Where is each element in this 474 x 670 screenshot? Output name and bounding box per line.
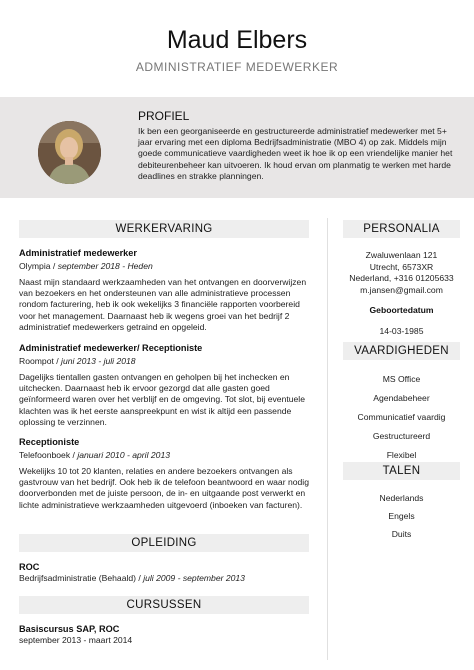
job-period: januari 2010 - april 2013 <box>77 450 170 460</box>
education-entry <box>19 562 314 584</box>
languages-heading: TALEN <box>343 462 460 480</box>
profile-text: Ik ben een georganiseerde en gestructureerde administratief medewerker met 5+ jaar ervaring met een diploma Bedrijfsadministratie (MBO 4) op zak. Middels mijn goede communicatieve vaardigheden weet ik hoe ik op een vriendelijke manier het debiteurenbeheer kan uitvoeren. Ik houd ervan om planmatig te werken met harde deadlines en strakke planningen. <box>138 126 453 181</box>
education-heading: OPLEIDING <box>19 534 309 552</box>
birthdate-value: 14-03-1985 <box>379 325 424 336</box>
course-entry <box>19 624 314 646</box>
job-company: Telefoonboek <box>19 450 71 460</box>
personalia-heading: PERSONALIA <box>343 220 460 238</box>
skills-list <box>343 370 460 465</box>
courses-heading: CURSUSSEN <box>19 596 309 614</box>
address-city: Utrecht, 6573XR <box>369 261 434 272</box>
job-company: Olympia <box>19 261 51 271</box>
personalia-details <box>343 250 460 337</box>
birthdate-label: Geboortedatum <box>369 305 434 315</box>
skill-item: Agendabeheer <box>373 393 430 403</box>
column-divider <box>327 218 328 660</box>
job-description: Naast mijn standaard werkzaamheden van het ontvangen en doorverwijzen van bezoekers en het ondersteunen van alle administratieve processen rondom facturering, heb ik ook wekelijks 3 financiële rapporten voorbereid voor het management. Daarnaast heb ik wegens groei van het bedrijf 2 administratief medewerkers getraind en opgeleid. <box>19 277 307 332</box>
language-item: Duits <box>391 529 412 539</box>
avatar <box>38 121 101 184</box>
email-address: m.jansen@gmail.com <box>360 284 443 295</box>
job-entry <box>19 437 314 511</box>
job-description: Dagelijks tientallen gasten ontvangen en geholpen bij het inchecken en uitchecken. Daarnaast heb ik ervoor gezorgd dat alle gasten goed geïnformeerd waren over het verblijf en de omgeving. Tot slot, bij eventuele klachten was ik het eerste aanspreekpunt en wist ik altijd een passende oplossing te verzinnen. <box>19 372 305 427</box>
profile-heading: PROFIEL <box>138 109 190 123</box>
job-period: juni 2013 - juli 2018 <box>61 356 136 366</box>
profile-section <box>0 97 474 198</box>
job-title: Receptioniste <box>19 437 80 447</box>
education-period: juli 2009 - september 2013 <box>143 573 245 583</box>
language-item: Engels <box>388 511 415 521</box>
resume-name: Maud Elbers <box>166 26 308 54</box>
job-entry <box>19 248 314 333</box>
job-meta: Olympia / september 2018 - Heden <box>19 261 153 271</box>
job-entry <box>19 343 314 428</box>
skill-item: Flexibel <box>386 450 417 460</box>
resume-job-title: ADMINISTRATIEF MEDEWERKER <box>135 60 339 74</box>
job-title: Administratief medewerker/ Receptioniste <box>19 343 203 353</box>
job-description: Wekelijks 10 tot 20 klanten, relaties en andere bezoekers ontvangen als gastvrouw van het bedrijf. Ook heb ik de telefoon beantwoord en waar nodig doorverbonden met de juiste persoon, de in- en uitgaande post verwerkt en lichte administratieve werkzaamheden uitgevoerd (inboeken van facturen). <box>19 466 309 510</box>
education-school: ROC <box>19 562 40 572</box>
job-meta: Telefoonboek / januari 2010 - april 2013 <box>19 450 170 460</box>
skills-heading: VAARDIGHEDEN <box>343 342 460 360</box>
language-item: Nederlands <box>379 493 424 503</box>
job-meta: Roompot / juni 2013 - juli 2018 <box>19 356 136 366</box>
phone-number: Nederland, +316 01205633 <box>349 273 454 283</box>
course-title: Basiscursus SAP, ROC <box>19 624 120 634</box>
course-period: september 2013 - maart 2014 <box>19 635 133 645</box>
job-company: Roompot <box>19 356 54 366</box>
education-meta: Bedrijfsadministratie (Behaald) / juli 2009 - september 2013 <box>19 573 245 583</box>
job-period: september 2018 - Heden <box>57 261 153 271</box>
address-street: Zwaluwenlaan 121 <box>365 250 438 260</box>
experience-heading: WERKERVARING <box>19 220 309 238</box>
education-program: Bedrijfsadministratie (Behaald) <box>19 573 137 583</box>
languages-list <box>343 489 460 543</box>
job-title: Administratief medewerker <box>19 248 137 258</box>
skill-item: MS Office <box>382 374 421 384</box>
skill-item: Communicatief vaardig <box>357 412 446 422</box>
skill-item: Gestructureerd <box>372 431 431 441</box>
profile-photo-icon <box>38 121 101 184</box>
